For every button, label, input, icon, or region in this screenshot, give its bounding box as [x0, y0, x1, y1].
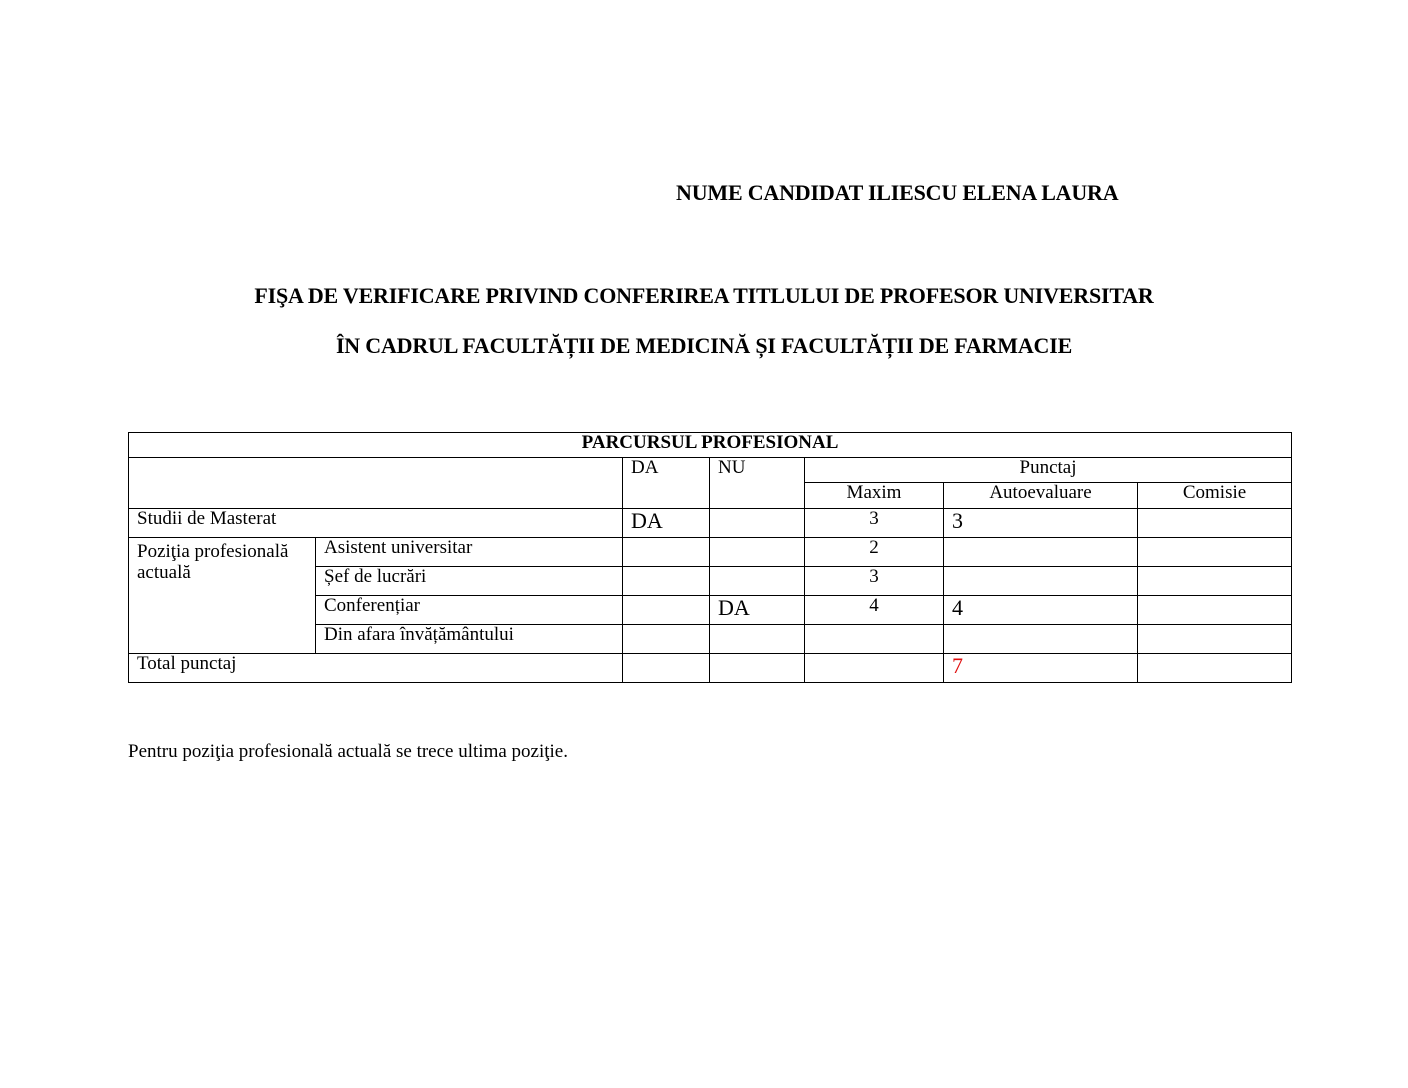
row-label: Din afara învățământului [316, 625, 623, 654]
cell-da [623, 596, 710, 625]
footnote: Pentru poziţia profesională actuală se trece ultima poziţie. [128, 741, 568, 762]
pozitie-label: Poziţia profesională actuală [129, 538, 316, 654]
header-blank-cell [129, 458, 623, 509]
table-row-asistent [129, 538, 1292, 567]
document-title-line1: FIŞA DE VERIFICARE PRIVIND CONFERIREA TITLULUI DE PROFESOR UNIVERSITAR [254, 283, 1154, 308]
document-title-line2: ÎN CADRUL FACULTĂȚII DE MEDICINĂ ȘI FACULTĂȚII DE FARMACIE [335, 333, 1073, 358]
row-label: Asistent universitar [316, 538, 623, 567]
cell-nu [710, 625, 805, 654]
cell-da: DA [623, 509, 710, 538]
total-label: Total punctaj [129, 654, 623, 683]
table-title: PARCURSUL PROFESIONAL [129, 433, 1292, 458]
cell-nu [710, 654, 805, 683]
cell-maxim: 4 [805, 596, 944, 625]
cell-autoevaluare: 3 [944, 509, 1138, 538]
cell-autoevaluare [944, 567, 1138, 596]
table-row-masterat [129, 509, 1292, 538]
header-da: DA [623, 458, 710, 509]
header-punctaj: Punctaj [805, 458, 1292, 483]
row-label: Șef de lucrări [316, 567, 623, 596]
cell-nu [710, 538, 805, 567]
cell-maxim: 3 [805, 567, 944, 596]
cell-maxim: 3 [805, 509, 944, 538]
cell-comisie [1138, 654, 1292, 683]
row-label: Conferențiar [316, 596, 623, 625]
cell-comisie [1138, 567, 1292, 596]
header-nu: NU [710, 458, 805, 509]
cell-maxim: 2 [805, 538, 944, 567]
cell-comisie [1138, 538, 1292, 567]
row-label: Studii de Masterat [129, 509, 623, 538]
table-row-total [129, 654, 1292, 683]
cell-nu: DA [710, 596, 805, 625]
evaluation-table [128, 432, 1292, 683]
cell-da [623, 567, 710, 596]
cell-maxim [805, 654, 944, 683]
header-maxim: Maxim [805, 483, 944, 509]
candidate-name: NUME CANDIDAT ILIESCU ELENA LAURA [676, 180, 1119, 205]
cell-da [623, 538, 710, 567]
cell-comisie [1138, 625, 1292, 654]
header-autoevaluare: Autoevaluare [944, 483, 1138, 509]
cell-comisie [1138, 596, 1292, 625]
cell-da [623, 654, 710, 683]
cell-autoevaluare: 4 [944, 596, 1138, 625]
cell-autoevaluare [944, 625, 1138, 654]
cell-nu [710, 567, 805, 596]
cell-da [623, 625, 710, 654]
cell-comisie [1138, 509, 1292, 538]
total-value: 7 [944, 654, 1138, 683]
cell-nu [710, 509, 805, 538]
cell-autoevaluare [944, 538, 1138, 567]
header-comisie: Comisie [1138, 483, 1292, 509]
cell-maxim [805, 625, 944, 654]
